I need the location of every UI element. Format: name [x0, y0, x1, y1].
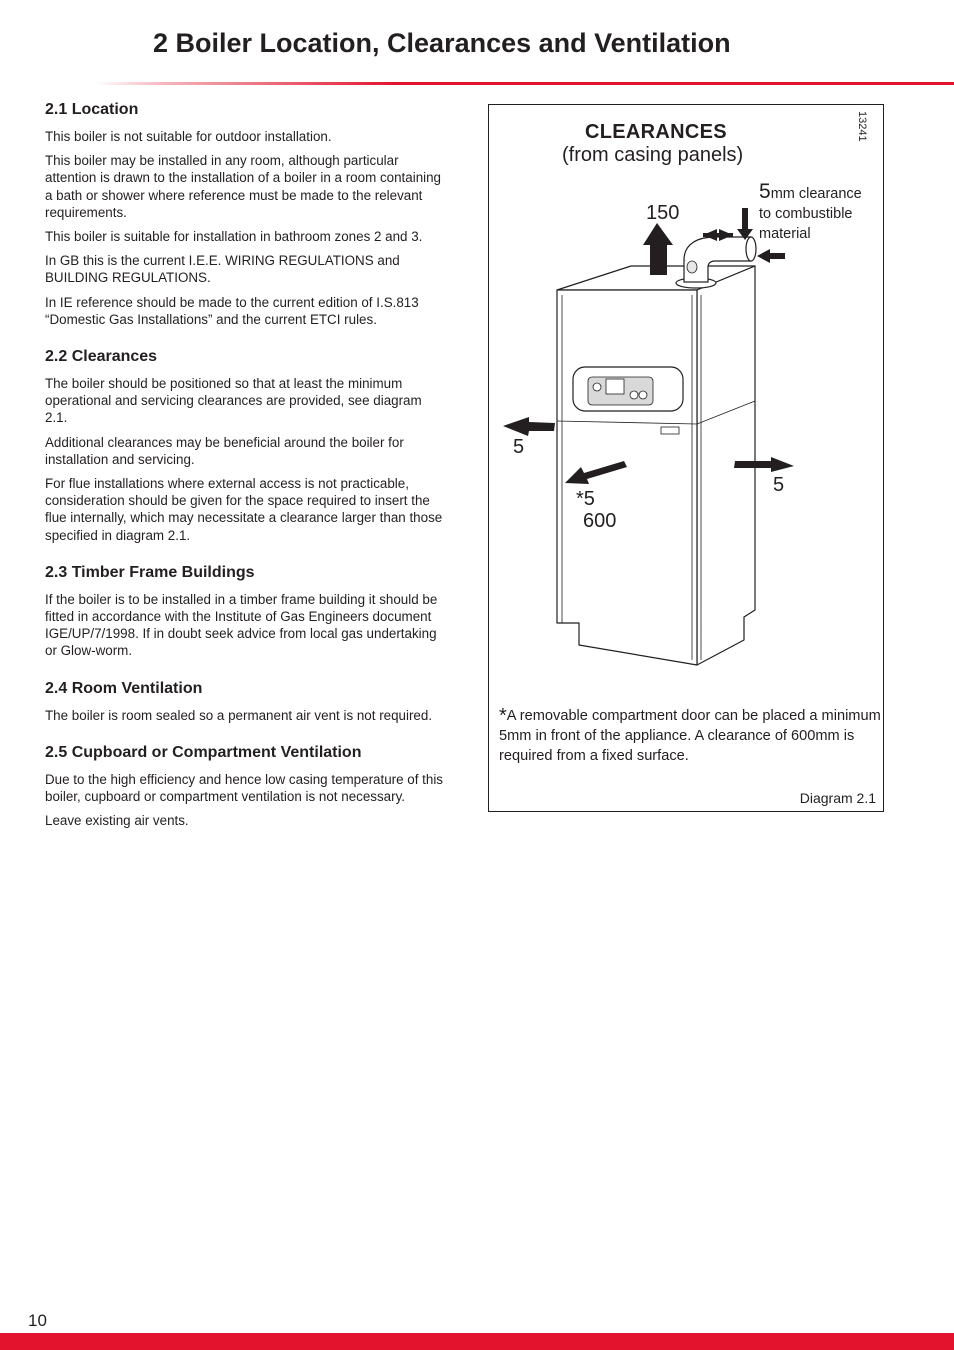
diagram-note — [499, 706, 881, 766]
section-heading: 2.5 Cupboard or Compartment Ventilation — [45, 743, 362, 761]
paragraph: Leave existing air vents. — [45, 813, 189, 829]
label-front-clearance: *5 — [576, 488, 595, 510]
label-right-clearance: 5 — [773, 474, 785, 496]
paragraph: This boiler is suitable for installation in bathroom zones 2 and 3. — [45, 229, 423, 245]
section-room-ventilation — [45, 679, 445, 724]
paragraph: For flue installations where external access is not practicable, consideration should be given for the space required to insert the flue internally, which may necessitate a clearance larger than those specified in diagram 2.1. — [45, 476, 443, 543]
page-number: 10 — [28, 1311, 47, 1330]
control-panel — [573, 367, 683, 411]
diagram-caption: Diagram 2.1 — [799, 790, 876, 806]
arrow-left — [503, 417, 555, 436]
paragraph: In IE reference should be made to the current edition of I.S.813 “Domestic Gas Installations” and the current ETCI rules. — [45, 294, 419, 327]
paragraph: The boiler is room sealed so a permanent air vent is not required. — [45, 707, 433, 723]
label-top-clearance: 150 — [646, 202, 680, 224]
note-asterisk: * — [499, 705, 507, 727]
label-front-fixed-clearance: 600 — [583, 510, 617, 532]
page-title: 2 Boiler Location, Clearances and Ventilation — [153, 28, 731, 58]
label-5mm-line3: material — [759, 226, 811, 242]
section-heading: 2.2 Clearances — [45, 348, 158, 366]
paragraph: In GB this is the current I.E.E. WIRING REGULATIONS and BUILDING REGULATIONS. — [45, 253, 400, 286]
diagram-title: CLEARANCES — [585, 121, 727, 143]
section-timber-frame — [45, 563, 445, 660]
section-heading: 2.4 Room Ventilation — [45, 679, 203, 697]
paragraph: The boiler should be positioned so that at least the minimum operational and servicing clearances are provided, see diagram 2.1. — [45, 376, 422, 426]
paragraph: This boiler may be installed in any room, although particular attention is drawn to the installation of a boiler in a room containing a bath or shower where reference must be made to the relevant requirements. — [45, 153, 442, 220]
arrow-down — [737, 208, 753, 240]
diagram-code: 13241 — [856, 111, 868, 142]
section-location — [45, 100, 445, 328]
label-5mm-number: 5 — [759, 180, 771, 203]
note-text: A removable compartment door can be placed a minimum 5mm in front of the appliance. A clearance of 600mm is required from a fixed surface. — [499, 708, 881, 764]
section-heading: 2.3 Timber Frame Buildings — [45, 563, 255, 581]
paragraph: Additional clearances may be beneficial around the boiler for installation and servicing. — [45, 434, 404, 467]
section-heading: 2.1 Location — [45, 101, 139, 118]
clearances-diagram — [488, 104, 884, 812]
footer-bar — [0, 1333, 954, 1350]
paragraph: If the boiler is to be installed in a timber frame building it should be fitted in accordance with the Institute of Gas Engineers document IGE/UP/7/1998. If in doubt seek advice from local gas undertaking or Glow-worm. — [45, 591, 438, 659]
arrow-small-left-lower — [757, 249, 785, 263]
section-clearances — [45, 347, 445, 544]
label-5mm-text: mm clearance — [770, 186, 862, 202]
section-cupboard-ventilation — [45, 743, 445, 830]
label-left-clearance: 5 — [513, 436, 525, 458]
label-combustible-clearance — [759, 182, 862, 244]
title-rule — [95, 82, 954, 85]
paragraph: This boiler is not suitable for outdoor installation. — [45, 129, 332, 144]
label-5mm-line2: to combustible — [759, 206, 853, 222]
diagram-subtitle: (from casing panels) — [562, 144, 744, 166]
paragraph: Due to the high efficiency and hence low casing temperature of this boiler, cupboard or compartment ventilation is not necessary. — [45, 771, 443, 805]
main-content — [45, 100, 445, 848]
